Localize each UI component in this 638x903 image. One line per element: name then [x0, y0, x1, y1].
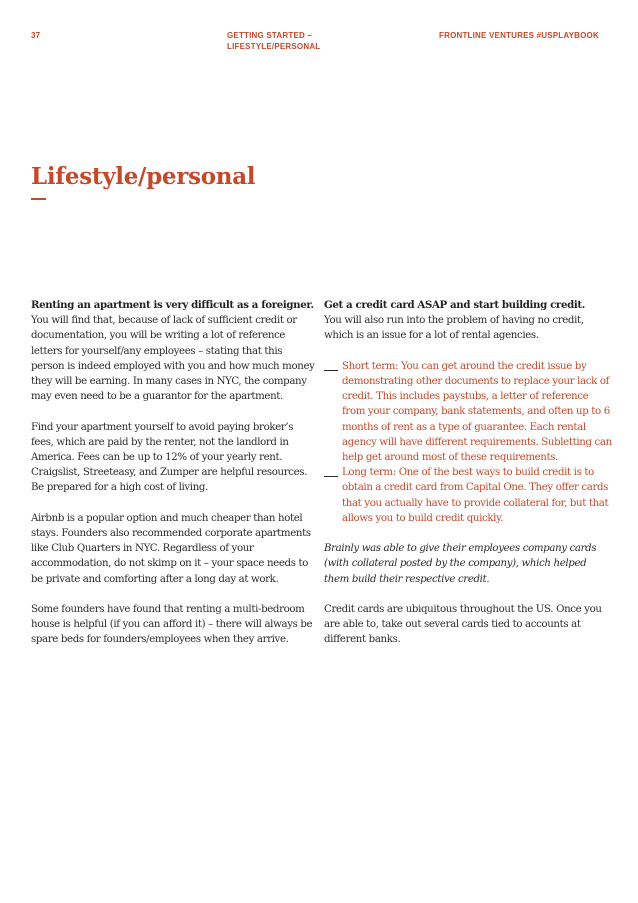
renting-paragraph-4: Some founders have found that renting a multi-bedroom house is helpful (if you can afford it) – there will always be spare beds for founders/employees when they arrive. [31, 604, 313, 646]
renting-paragraph-3: Airbnb is a popular option and much cheaper than hotel stays. Founders also recommended corporate apartments like Club Quarters in NYC. Regardless of your accommodation, do not skimp on it – your space needs to be private and comforting after a long day at work. [31, 512, 311, 585]
bullet-text: Long term: One of the best ways to build credit is to obtain a credit card from Capital One. They offer cards that you actually have to provide collateral for, but that allows you to build credit quickly. [342, 467, 609, 524]
page-title: Lifestyle/personal [31, 163, 256, 190]
renting-paragraph-2: Find your apartment yourself to avoid paying broker’s fees, which are paid by the renter, not the landlord in America. Fees can be up to 12% of your yearly rent. Craigslist, Streeteasy, and Zumper are helpful resources. Be prepared for a high cost of living. [31, 421, 308, 494]
bullet-short-term [324, 359, 614, 465]
credit-closing: Credit cards are ubiquitous throughout the US. Once you are able to, take out several cards tied to accounts at different banks. [324, 604, 602, 646]
section-label: GETTING STARTED – LIFESTYLE/PERSONAL [227, 31, 321, 51]
title-underline [31, 198, 46, 200]
renting-heading: Renting an apartment is very difficult as a foreigner. [31, 299, 314, 311]
bullet-text: Short term: You can get around the credit issue by demonstrating other documents to replace your lack of credit. This includes paystubs, a letter of reference from your company, bank statements, and often up to 6 months of rent as a type of guarantee. Each rental agency will have different requirements. Subletting can help get around most of these requirements. [342, 360, 612, 464]
credit-heading: Get a credit card ASAP and start building credit. [324, 299, 585, 311]
page-number: 37 [31, 31, 41, 40]
credit-bullet-list [324, 359, 614, 526]
bullet-long-term [324, 465, 614, 526]
bullet-dash-icon [324, 465, 342, 526]
brand-label: FRONTLINE VENTURES #USPLAYBOOK [439, 31, 599, 40]
brainly-quote: Brainly was able to give their employees company cards (with collateral posted by the company), which helped them build their respective credit. [324, 543, 597, 585]
credit-intro: You will also run into the problem of having no credit, which is an issue for a lot of rental agencies. [324, 315, 584, 342]
renting-paragraph-1: You will find that, because of lack of sufficient credit or documentation, you will be writing a lot of reference letters for yourself/any employees – stating that this person is indeed employed with you and how much money they will be earning. In many cases in NYC, the company may even need to be a guarantor for the apartment. [31, 315, 315, 403]
bullet-dash-icon [324, 359, 342, 465]
right-column [324, 298, 614, 663]
left-column [31, 298, 317, 663]
